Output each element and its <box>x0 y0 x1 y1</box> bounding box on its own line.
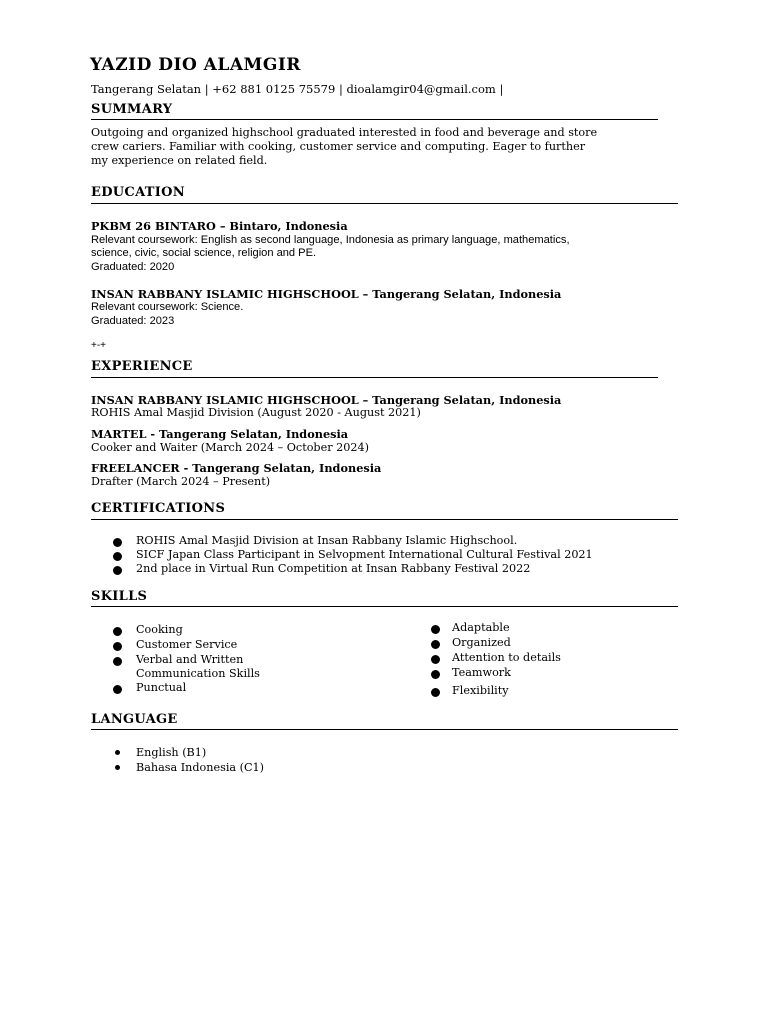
experience-divider <box>91 377 658 378</box>
bullet-icon <box>115 765 120 770</box>
bullet-icon <box>431 640 440 649</box>
bullet-icon <box>113 685 122 694</box>
bullet-icon <box>113 538 122 547</box>
certification-item: ROHIS Amal Masjid Division at Insan Rabbany Islamic Highschool. <box>136 534 518 547</box>
bullet-icon <box>431 688 440 697</box>
education-2-line-2: Graduated: 2023 <box>91 315 175 327</box>
skill-item: Attention to details <box>452 651 561 664</box>
resume-name: YAZID DIO ALAMGIR <box>90 55 301 75</box>
summary-divider <box>91 119 658 120</box>
language-item: Bahasa Indonesia (C1) <box>136 761 265 774</box>
bullet-icon <box>113 657 122 666</box>
summary-line-1: Outgoing and organized highschool graduated interested in food and beverage and store <box>91 126 598 139</box>
education-school-2: INSAN RABBANY ISLAMIC HIGHSCHOOL – Tangerang Selatan, Indonesia <box>91 287 562 301</box>
summary-line-2: crew cariers. Familiar with cooking, customer service and computing. Eager to further <box>91 140 586 153</box>
experience-2-heading: MARTEL - Tangerang Selatan, Indonesia <box>91 427 349 441</box>
bullet-icon <box>115 750 120 755</box>
summary-line-3: my experience on related field. <box>91 154 268 167</box>
bullet-icon <box>113 627 122 636</box>
bullet-icon <box>431 655 440 664</box>
bullet-icon <box>431 670 440 679</box>
education-1-line-3: Graduated: 2020 <box>91 261 175 273</box>
skill-item: Punctual <box>136 681 187 694</box>
skill-item: Teamwork <box>452 666 511 679</box>
skill-item-continued: Communication Skills <box>136 667 260 680</box>
language-divider <box>91 729 678 730</box>
experience-1-detail: ROHIS Amal Masjid Division (August 2020 - August 2021) <box>91 406 421 419</box>
language-heading: LANGUAGE <box>91 712 178 727</box>
certifications-divider <box>91 519 678 520</box>
stray-mark: +-+ <box>91 340 107 351</box>
skill-item: Customer Service <box>136 638 238 651</box>
experience-3-heading: FREELANCER - Tangerang Selatan, Indonesia <box>91 461 382 475</box>
skills-divider <box>91 606 678 607</box>
certification-item: 2nd place in Virtual Run Competition at Insan Rabbany Festival 2022 <box>136 562 531 575</box>
education-divider <box>91 203 678 204</box>
skill-item: Adaptable <box>452 621 510 634</box>
certifications-heading: CERTIFICATIONS <box>91 501 226 516</box>
bullet-icon <box>113 566 122 575</box>
skill-item: Cooking <box>136 623 183 636</box>
bullet-icon <box>113 552 122 561</box>
contact-line: Tangerang Selatan | +62 881 0125 75579 | dioalamgir04@gmail.com | <box>91 82 504 96</box>
language-item: English (B1) <box>136 746 207 759</box>
bullet-icon <box>113 642 122 651</box>
experience-2-detail: Cooker and Waiter (March 2024 – October 2024) <box>91 441 369 454</box>
skill-item: Flexibility <box>452 684 509 697</box>
education-2-line-1: Relevant coursework: Science. <box>91 301 244 313</box>
experience-3-detail: Drafter (March 2024 – Present) <box>91 475 271 488</box>
education-heading: EDUCATION <box>91 185 185 200</box>
certification-item: SICF Japan Class Participant in Selvopment International Cultural Festival 2021 <box>136 548 593 561</box>
skill-item: Organized <box>452 636 511 649</box>
experience-heading: EXPERIENCE <box>91 359 193 374</box>
education-1-line-2: science, civic, social science, religion and PE. <box>91 247 317 259</box>
skills-heading: SKILLS <box>91 589 148 604</box>
summary-heading: SUMMARY <box>91 102 173 117</box>
education-1-line-1: Relevant coursework: English as second language, Indonesia as primary language, mathematics, <box>91 234 570 246</box>
bullet-icon <box>431 625 440 634</box>
skill-item: Verbal and Written <box>136 653 244 666</box>
experience-1-heading: INSAN RABBANY ISLAMIC HIGHSCHOOL – Tangerang Selatan, Indonesia <box>91 393 562 407</box>
education-school-1: PKBM 26 BINTARO – Bintaro, Indonesia <box>91 219 348 233</box>
